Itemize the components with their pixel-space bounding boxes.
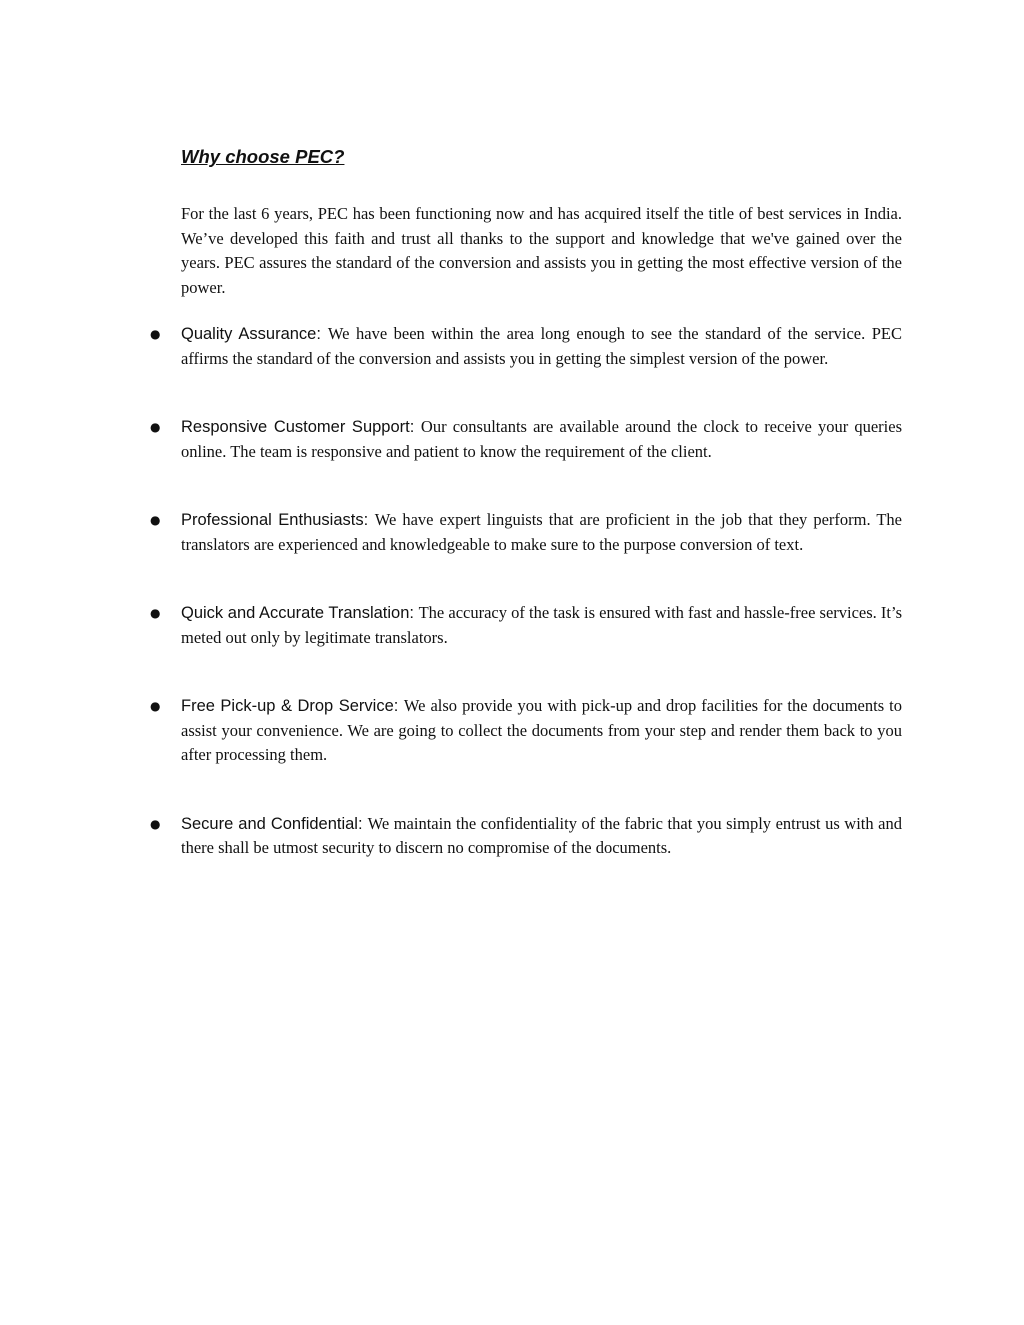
feature-item-pickup-drop: ● Free Pick-up & Drop Service: We also provide you with pick-up and drop facilities for the documents to assist your convenience. We are going to collect the documents from your step and render them back to you after processing them. (150, 696, 902, 764)
bullet-icon: ● (150, 420, 161, 434)
bullet-icon: ● (150, 513, 161, 527)
feature-name: Quality Assurance (181, 325, 317, 343)
feature-text: Our consultants are available around the clock to receive your queries online. The team is responsive and patient to know the requirement of the client. (181, 417, 902, 461)
feature-item-quick-translation: ● Quick and Accurate Translation: The accuracy of the task is ensured with fast and hassle-free services. It’s meted out only by legitimate translators. (150, 603, 903, 647)
feature-text: We have expert linguists that are proficient in the job that they perform. The translators are experienced and knowledgeable to make sure to the purpose conversion of text. (181, 510, 903, 554)
feature-text: We also provide you with pick-up and drop facilities for the documents to assist your convenience. We are going to collect the documents from your step and render them back to you after processing them. (181, 696, 902, 764)
page-title: Why choose PEC? (181, 146, 345, 167)
feature-name: Free Pick-up & Drop Service (181, 697, 394, 715)
feature-list (150, 322, 903, 861)
feature-name: Professional Enthusiasts (181, 511, 364, 529)
feature-item-secure-confidential: ● Secure and Confidential: We maintain the confidentiality of the fabric that you simply entrust us with and there shall be utmost security to discern no compromise of the documents. (150, 813, 903, 857)
feature-name: Quick and Accurate Translation (181, 604, 410, 622)
bullet-icon: ● (150, 816, 161, 831)
feature-name: Responsive Customer Support (181, 418, 410, 436)
feature-text: The accuracy of the task is ensured with fast and hassle-free services. It’s meted out only by legitimate translators. (181, 603, 903, 647)
document-page (150, 145, 903, 905)
feature-name: Secure and Confidential (181, 814, 358, 833)
bullet-icon: ● (150, 327, 161, 341)
feature-item-quality-assurance: ● Quality Assurance: We have been within the area long enough to see the standard of the service. PEC affirms the standard of the conversion and assists you in getting the simplest version of the power. (150, 324, 902, 368)
bullet-icon: ● (150, 606, 161, 620)
feature-item-professional-enthusiasts: ● Professional Enthusiasts: We have expert linguists that are proficient in the job that they perform. The translators are experienced and knowledgeable to make sure to the purpose conversion of text. (150, 510, 903, 554)
feature-item-customer-support: ● Responsive Customer Support: Our consultants are available around the clock to receive your queries online. The team is responsive and patient to know the requirement of the client. (150, 417, 902, 461)
bullet-icon: ● (150, 699, 161, 713)
feature-text: We have been within the area long enough to see the standard of the service. PEC affirms the standard of the conversion and assists you in getting the simplest version of the power. (181, 324, 902, 368)
feature-text: We maintain the confidentiality of the fabric that you simply entrust us with and there shall be utmost security to discern no compromise of the documents. (181, 813, 903, 857)
intro-paragraph: For the last 6 years, PEC has been functioning now and has acquired itself the title of best services in India. We’ve developed this faith and trust all thanks to the support and knowledge that we've gained over the years. PEC assures the standard of the conversion and assists you in getting the most effective version of the power. (181, 204, 902, 297)
